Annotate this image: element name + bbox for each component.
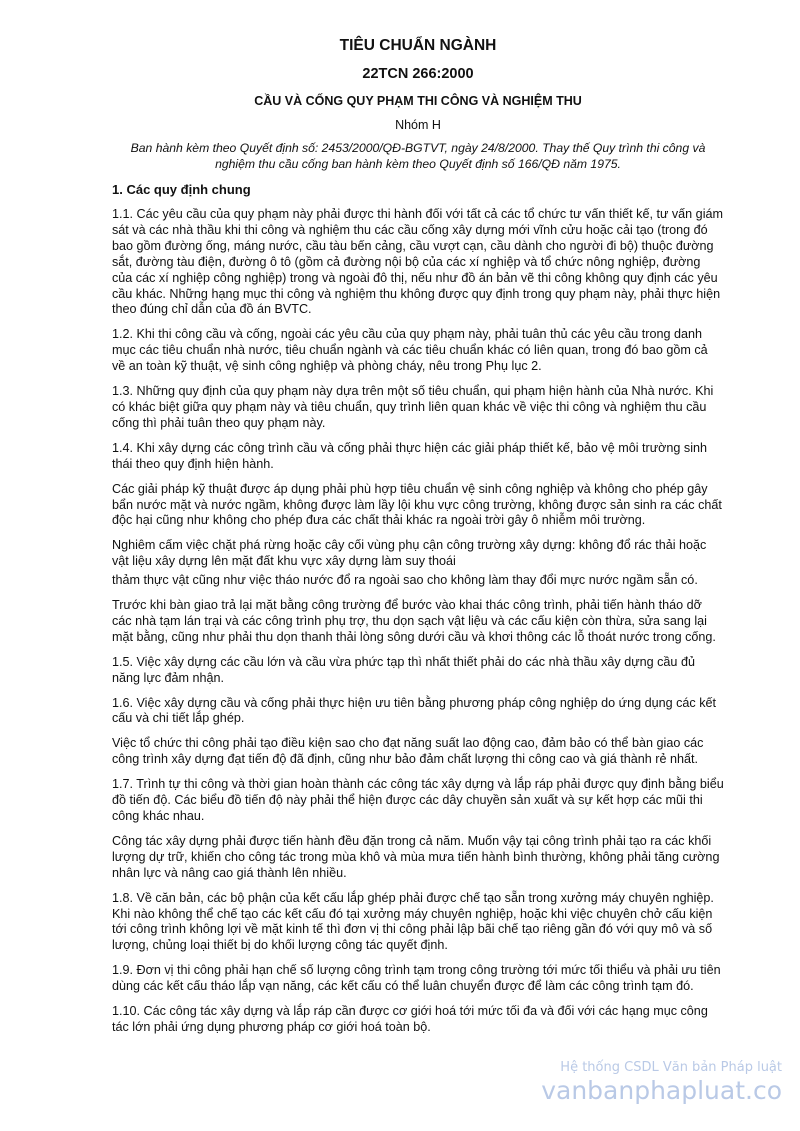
standard-code: 22TCN 266:2000 xyxy=(362,66,474,82)
paragraph-1-9: 1.9. Đơn vị thi công phải hạn chế số lượng công trình tạm trong công trường tới mức tối thiểu và phải ưu tiên dùng các kết cấu tháo lắp vạn năng, các kết cấu có thể luân chuyển được để làm các công trình tạm đó. xyxy=(112,963,721,994)
watermark-site: vanbanphapluat.co xyxy=(541,1076,782,1105)
paragraph-1-3: 1.3. Những quy định của quy phạm này dựa trên một số tiêu chuẩn, qui phạm hiện hành của Nhà nước. Khi có khác biệt giữa quy phạm này và tiêu chuẩn, quy trình liên quan khác về việc thi công và nghiệm thu cầu cống thì phải tuân theo quy phạm này. xyxy=(112,384,714,430)
paragraph-1-6: 1.6. Việc xây dựng cầu và cống phải thực hiện ưu tiên bằng phương pháp công nghiệp do ứng dụng các kết cấu và chi tiết lắp ghép. xyxy=(112,695,717,726)
paragraph-organization: Việc tổ chức thi công phải tạo điều kiện sao cho đạt năng suất lao động cao, đảm bảo có thể bàn giao các công trình xây dựng đạt tiến độ đã định, cũng như bảo đảm chất lượng thi công cao và giá thành rẻ nhất. xyxy=(112,736,704,767)
paragraph-1-8: 1.8. Về căn bản, các bộ phận của kết cấu lắp ghép phải được chế tạo sẵn trong xưởng máy chuyên nghiệp. Khi nào không thể chế tạo các kết cấu đó tại xưởng máy chuyên nghiệp, hoặc khi việc chuyên chở cấu kiện tới công trình không lợi về mặt kinh tế thì đơn vị thi công phải lập bãi chế tạo riêng gần đó với quy mô và số lượng, chủng loại thiết bị do khối lượng công tác quyết định. xyxy=(112,890,714,953)
group-label: Nhóm H xyxy=(395,118,441,132)
paragraph-site-handover: Trước khi bàn giao trả lại mặt bằng công trường để bước vào khai thác công trình, phải tiến hành tháo dỡ các nhà tạm lán trại và các công trình phụ trợ, thu dọn sạch vật liệu và các cấu kiện còn thừa, sửa sang lại mặt bằng, cũng như phải thu dọn thanh thải lòng sông dưới cầu và khơi thông các lỗ thoát nước trong cống. xyxy=(112,598,716,644)
paragraph-1-2: 1.2. Khi thi công cầu và cống, ngoài các yêu cầu của quy phạm này, phải tuân thủ các yêu cầu trong danh mục các tiêu chuẩn nhà nước, tiêu chuẩn ngành và các tiêu chuẩn khác có liên quan, trong đó bao gồm cả về an toàn kỹ thuật, vệ sinh công nghiệp và phòng cháy, nêu trong Phụ lục 2. xyxy=(112,327,708,374)
paragraph-forest-prohibition: Nghiêm cấm việc chặt phá rừng hoặc cây cối vùng phụ cận công trường xây dựng: không đổ rác thải hoặc vật liệu xây dựng lên mặt đất khu vực xây dựng làm suy thoái xyxy=(112,538,707,569)
paragraph-vegetation: thảm thực vật cũng như việc tháo nước đổ ra ngoài sao cho không làm thay đổi mực nước ngầm sẵn có. xyxy=(112,573,698,588)
document-title: TIÊU CHUẨN NGÀNH xyxy=(339,37,497,54)
issuance-note: Ban hành kèm theo Quyết định số: 2453/2000/QĐ-BGTVT, ngày 24/8/2000. Thay thế Quy trình thi công và nghiệm thu cầu cống ban hành kèm theo Quyết định số 166/QĐ năm 1975. xyxy=(130,141,706,171)
paragraph-1-5: 1.5. Việc xây dựng các cầu lớn và cầu vừa phức tạp thì nhất thiết phải do các nhà thầu xây dựng cầu đủ năng lực đảm nhận. xyxy=(112,654,695,685)
document-page xyxy=(112,36,724,1036)
document-subject: CẦU VÀ CỐNG QUY PHẠM THI CÔNG VÀ NGHIỆM THU xyxy=(254,94,582,108)
paragraph-technical-solutions: Các giải pháp kỹ thuật được áp dụng phải phù hợp tiêu chuẩn vệ sinh công nghiệp và không cho phép gây bẩn nước mặt và nước ngầm, không được làm lầy lội khu vực công trường, không được sản sinh ra các chất độc hại cũng như không cho phép đưa các chất thải khác ra ngoài trời gây ô nhiễm môi trường. xyxy=(112,481,722,528)
paragraph-1-4: 1.4. Khi xây dựng các công trình cầu và cống phải thực hiện các giải pháp thiết kế, bảo vệ môi trường sinh thái theo quy định hiện hành. xyxy=(112,440,708,471)
paragraph-1-10: 1.10. Các công tác xây dựng và lắp ráp cần được cơ giới hoá tới mức tối đa và đối với các hạng mục công tác lớn phải ứng dụng phương pháp cơ giới hoá toàn bộ. xyxy=(112,1004,708,1034)
paragraph-1-1: 1.1. Các yêu cầu của quy phạm này phải được thi hành đối với tất cả các tổ chức tư vấn thiết kế, tư vấn giám sát và các nhà thầu khi thi công và nghiệm thu các cầu cống xây dựng mới vĩnh cửu hoặc cải tạo (trong đó bao gồm đường ống, máng nước, cầu tàu bến cảng, cầu vượt cạn, cầu dành cho người đi bộ) thuộc đường sắt, đường tàu điện, đường ô tô (gồm cả đường nội bộ của các xí nghiệp và tổ chức nông nghiệp, đường của các xí nghiệp công nghiệp) trong và ngoài đô thị, nếu như đồ án bản vẽ thi công không quy định các yêu cầu khác. Những hạng mục thi công và nghiệm thu không được quy định trong quy phạm này, phải thực hiện theo đúng chỉ dẫn của đồ án BVTC. xyxy=(112,207,723,317)
paragraph-year-round-work: Công tác xây dựng phải được tiến hành đều đặn trong cả năm. Muốn vậy tại công trình phải tạo ra các khối lượng dự trữ, khiến cho công tác trong mùa khô và mùa mưa tiến hành bình thường, không phải tăng cường nhân lực và nâng cao giá thành lên nhiều. xyxy=(112,833,720,880)
watermark-caption: Hệ thống CSDL Văn bản Pháp luật xyxy=(560,1060,782,1075)
paragraph-1-7: 1.7. Trình tự thi công và thời gian hoàn thành các công tác xây dựng và lắp ráp phải được quy định bằng biểu đồ tiến độ. Các biểu đồ tiến độ này phải thể hiện được các dây chuyền sản xuất và sự kết hợp các mũi thi công khác nhau. xyxy=(112,777,724,823)
section-heading: 1. Các quy định chung xyxy=(112,182,251,197)
